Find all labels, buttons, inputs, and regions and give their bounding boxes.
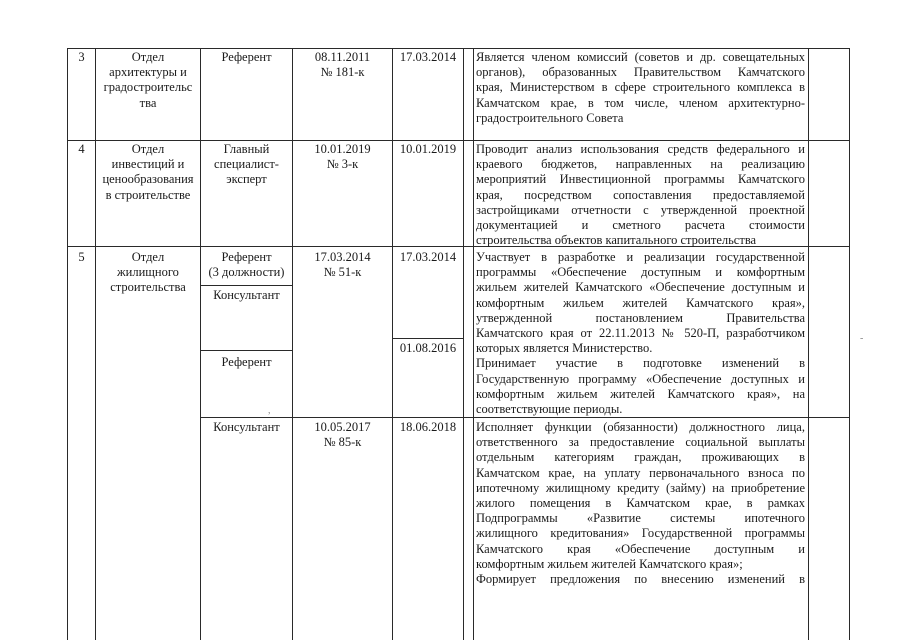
order-cell: 17.03.2014 № 51-к [314, 250, 371, 280]
scan-speck: - [860, 333, 864, 344]
department-cell: Отдел архитектуры и градостроительс тва [103, 50, 193, 110]
description-cell: Участвует в разработке и реализации государственной программы «Обеспечение доступным и комфортным жильем жителей Камчатского «Обеспечение доступным и комфортным жильем жителей Камчатского края», утвержденной постановлением Правительства Камчатского края от 22.11.2013 № 520-П, разработчиком которых является Министерство. Принимает участие в подготовке изменений в Государственную программу «Обеспечение доступных и комфортным жильем жителей Камчатского края», на соответствующие периоды. [476, 250, 805, 417]
row-divider [67, 140, 849, 141]
column-divider [463, 48, 464, 640]
cell-divider [200, 350, 292, 351]
date-cell: 17.03.2014 [399, 250, 457, 264]
description-cell: Исполняет функции (обязанности) должностного лица, ответственного за предоставление социальной выплаты отдельным категориям граждан, проживающих в Камчатском крае, на уплату первоначального взноса по ипотечному жилищному кредиту (займу) на приобретение жилого помещения в Камчатском крае, в рамках Подпрограммы «Развитие системы ипотечного жилищного кредитования» Государственной программы Камчатского края «Обеспечение доступным и комфортным жильем жителей Камчатского края»; Формирует предложения по внесению изменений в [476, 420, 805, 587]
row-number: 5 [78, 250, 85, 264]
date-cell: 18.06.2018 [399, 420, 457, 434]
position-cell: Главный специалист- эксперт [214, 142, 279, 187]
position-cell: Референт [221, 355, 272, 369]
position-cell: Консультант [213, 288, 280, 302]
description-cell: Является членом комиссий (советов и др. совещательных органов), образованных Правительством Камчатского края, Министерством в сфере строительного комплекса в Камчатском крае, в том числе, членом архитектурно- градостроительного Совета [476, 50, 805, 125]
position-cell: Референт [221, 50, 272, 64]
column-divider [200, 48, 201, 640]
date-cell: 17.03.2014 [399, 50, 457, 64]
order-cell: 10.05.2017 № 85-к [314, 420, 371, 450]
department-cell: Отдел инвестиций и ценообразования в строительстве [102, 142, 194, 202]
cell-divider [392, 338, 463, 339]
column-divider [808, 48, 809, 640]
row-number: 3 [78, 50, 85, 64]
column-divider [473, 48, 474, 640]
cell-divider [200, 285, 292, 286]
scan-speck: , [268, 405, 271, 416]
department-cell: Отдел жилищного строительства [110, 250, 186, 295]
column-divider [95, 48, 96, 640]
table-border [67, 48, 68, 640]
date-cell: 10.01.2019 [399, 142, 457, 156]
position-cell: Консультант [213, 420, 280, 434]
table-border [849, 48, 850, 640]
table-border [67, 48, 849, 49]
column-divider [292, 48, 293, 640]
description-cell: Проводит анализ использования средств федерального и краевого бюджетов, направленных на реализацию мероприятий Инвестиционной программы Камчатского края, посредством сопоставления предоставляемой застройщиками отчетности с утвержденной проектной документацией и сметного расчета стоимости строительства объектов капитального строительства [476, 142, 805, 248]
order-cell: 10.01.2019 № 3-к [314, 142, 371, 172]
order-cell: 08.11.2011 № 181-к [314, 50, 371, 80]
row-number: 4 [78, 142, 85, 156]
date-cell: 01.08.2016 [399, 341, 457, 355]
position-cell: Референт (3 должности) [208, 250, 285, 280]
